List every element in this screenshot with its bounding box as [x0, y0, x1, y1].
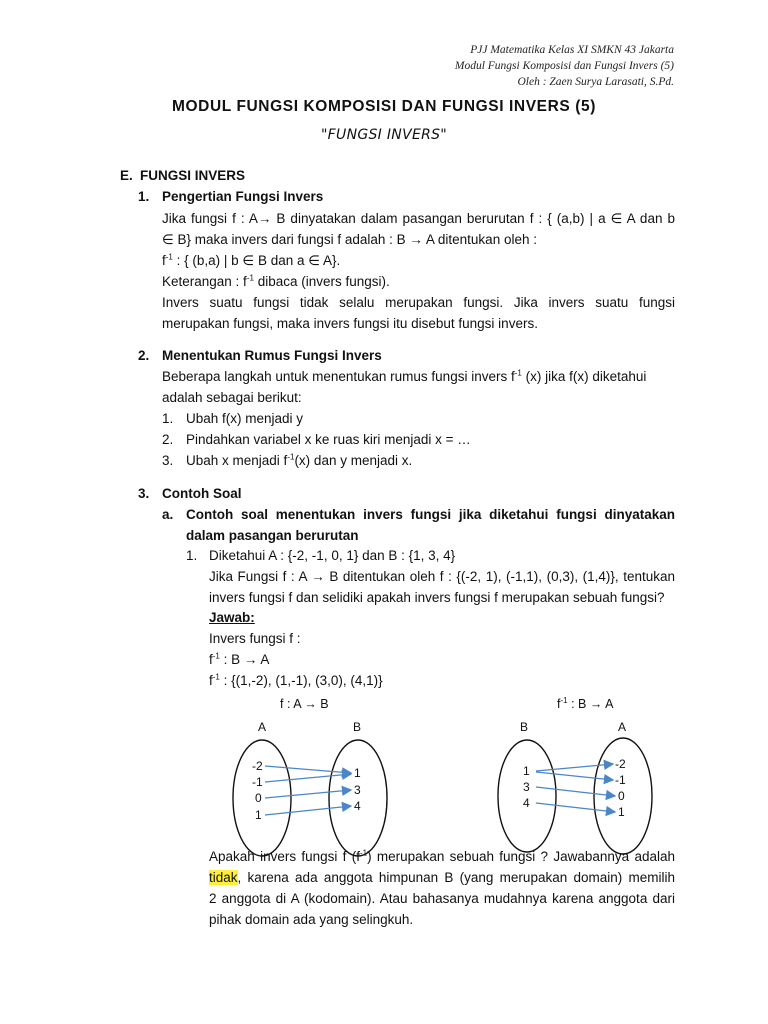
header-line-1: PJJ Matematika Kelas XI SMKN 43 Jakarta	[470, 44, 674, 56]
question-number: 1.	[186, 548, 198, 563]
element-b-2: 3	[523, 780, 530, 794]
mapping-arrow	[265, 774, 351, 782]
element-a-4: 1	[618, 805, 625, 819]
codomain-label-A: A	[618, 720, 627, 734]
domain-label-B: B	[520, 720, 529, 734]
diagram-left	[220, 716, 420, 856]
element-b-2: 3	[354, 783, 361, 797]
s1-line-6: merupakan fungsi, maka invers fungsi itu disebut fungsi invers.	[162, 316, 538, 331]
section-letter: E.	[120, 168, 133, 183]
diagram-right-title: $f^{-1}$ : B → A	[557, 695, 614, 711]
set-A-ellipse	[233, 740, 291, 856]
element-b-1: 1	[523, 764, 530, 778]
conclusion-line-2: tidak, karena ada anggota himpunan B (yang merupakan domain) memilih	[209, 870, 675, 885]
element-a-2: -1	[252, 775, 263, 789]
question-line-3: invers fungsi f dan selidiki apakah invers fungsi f merupakan sebuah fungsi?	[209, 590, 665, 605]
mapping-arrow	[265, 766, 351, 773]
answer-line-2: $f^{-1}$ : B → A	[209, 651, 270, 667]
s3-heading: Contoh Soal	[162, 486, 242, 501]
s1-heading: Pengertian Fungsi Invers	[162, 189, 324, 204]
diagram-right	[487, 716, 687, 856]
element-b-3: 4	[523, 796, 530, 810]
s3-a-letter: a.	[162, 507, 174, 522]
s1-line-4: Keterangan : $f^{-1}$ dibaca (invers fungsi).	[162, 273, 390, 289]
document-subtitle: "FUNGSI INVERS"	[320, 127, 448, 143]
set-B-ellipse	[329, 740, 387, 856]
conclusion-line-1: Apakah invers fungsi f $(f^{-1})$ merupakan sebuah fungsi ? Jawabannya adalah	[209, 848, 675, 864]
element-a-1: -2	[615, 757, 626, 771]
s2-line-1: Beberapa langkah untuk menentukan rumus fungsi invers $f^{-1}$ (x) jika f(x) diketahui	[162, 368, 647, 384]
s2-step-2: Pindahkan variabel x ke ruas kiri menjadi x = …	[186, 432, 471, 447]
s3-number: 3.	[138, 486, 150, 501]
page-header	[455, 42, 674, 90]
conclusion-line-3: 2 anggota di A (kodomain). Atau bahasanya mudahnya karena anggota dari	[209, 891, 675, 906]
s1-number: 1.	[138, 189, 150, 204]
s2-step-1-number: 1.	[162, 411, 174, 426]
mapping-arrow	[536, 764, 613, 771]
question-line-1: Diketahui A : {-2, -1, 0, 1} dan B : {1, 3, 4}	[209, 548, 456, 563]
element-a-1: -2	[252, 759, 263, 773]
mapping-arrow	[265, 790, 351, 798]
answer-line-3: $f^{-1}$ : {(1,-2), (1,-1), (3,0), (4,1)}	[209, 672, 383, 688]
header-line-3: Oleh : Zaen Surya Larasati, S.Pd.	[517, 76, 674, 88]
element-a-2: -1	[615, 773, 626, 787]
element-a-4: 1	[255, 808, 262, 822]
s1-line-3: $f^{-1}$ : { (b,a) | b ∈ B dan a ∈ A}.	[162, 252, 341, 268]
domain-label-A: A	[258, 720, 267, 734]
codomain-label-B: B	[353, 720, 362, 734]
element-b-3: 4	[354, 799, 361, 813]
s2-step-3-number: 3.	[162, 453, 174, 468]
mapping-arrow	[536, 772, 613, 780]
highlighted-word: tidak	[209, 870, 238, 885]
answer-line-1: Invers fungsi f :	[209, 631, 301, 646]
answer-label: Jawab:	[209, 610, 255, 625]
mapping-arrow	[536, 787, 615, 796]
conclusion-line-4: pihak domain ada yang selingkuh.	[209, 912, 414, 927]
question-line-2: Jika Fungsi f : A → B ditentukan oleh f : {(-2, 1), (-1,1), (0,3), (1,4)}, tentukan	[209, 569, 675, 584]
s2-step-3: Ubah x menjadi $f^{-1}(x)$ dan y menjadi x.	[186, 452, 413, 468]
section-heading: FUNGSI INVERS	[140, 168, 246, 183]
diagram-left-title: f : A → B	[280, 697, 329, 711]
s1-line-1: Jika fungsi f : A→ B dinyatakan dalam pasangan berurutan f : { (a,b) | a ∈ A dan b	[162, 211, 675, 226]
document-title: MODUL FUNGSI KOMPOSISI DAN FUNGSI INVERS (5)	[172, 98, 596, 115]
element-b-1: 1	[354, 766, 361, 780]
element-a-3: 0	[618, 789, 625, 803]
mapping-arrow	[536, 803, 615, 812]
s1-line-2: ∈ B} maka invers dari fungsi f adalah : B → A ditentukan oleh :	[162, 232, 537, 247]
s3-a-line-2: dalam pasangan berurutan	[186, 528, 359, 543]
header-line-2: Modul Fungsi Komposisi dan Fungsi Invers (5)	[454, 60, 674, 72]
s3-a-line-1: Contoh soal menentukan invers fungsi jika diketahui fungsi dinyatakan	[186, 507, 675, 522]
s2-step-1: Ubah f(x) menjadi y	[186, 411, 304, 426]
s2-heading: Menentukan Rumus Fungsi Invers	[162, 348, 382, 363]
s2-number: 2.	[138, 348, 150, 363]
s1-line-5: Invers suatu fungsi tidak selalu merupakan fungsi. Jika invers suatu fungsi	[162, 295, 675, 310]
s2-line-2: adalah sebagai berikut:	[162, 390, 302, 405]
mapping-arrow	[265, 806, 351, 815]
s2-step-2-number: 2.	[162, 432, 174, 447]
element-a-3: 0	[255, 791, 262, 805]
